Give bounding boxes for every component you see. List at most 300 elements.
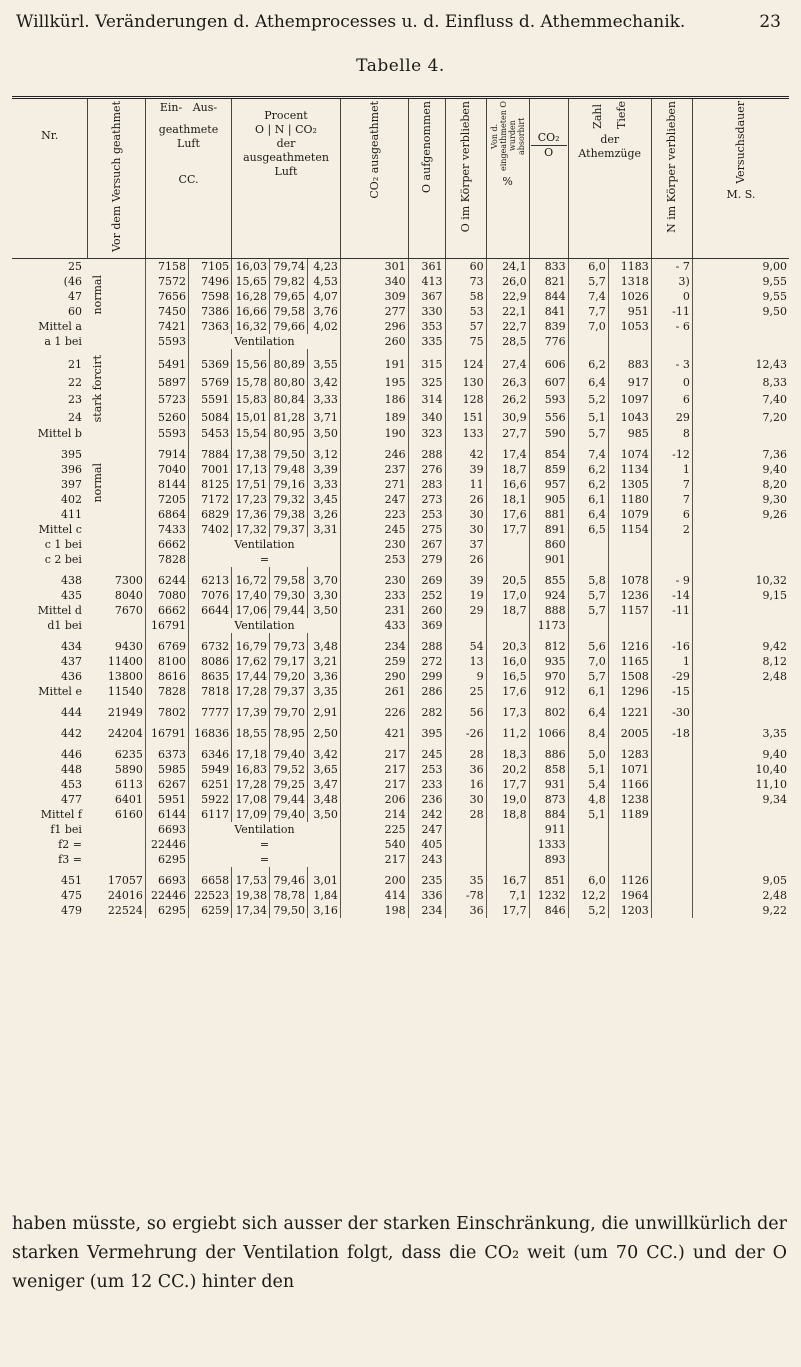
athemzuege-tiefe: 1078 [608, 567, 651, 588]
versuchsdauer: 9,00 [692, 258, 789, 274]
procent-co2: 3,50 [308, 426, 341, 441]
o-verblieben [445, 837, 486, 852]
ventilation-note: = [189, 837, 341, 852]
absorbirt-percent: 27,4 [486, 349, 529, 374]
ausgeathmet: 6213 [189, 567, 232, 588]
procent-n: 80,89 [270, 349, 308, 374]
co2-o-ratio: 901 [529, 552, 568, 567]
absorbirt-percent [486, 837, 529, 852]
bracket-cell [88, 822, 102, 837]
procent-co2: 4,07 [308, 289, 341, 304]
athemzuege-zahl: 5,1 [568, 409, 608, 427]
o-aufgenommen: 283 [408, 477, 445, 492]
ausgeathmet: 7818 [189, 684, 232, 699]
n-verblieben: -11 [651, 603, 692, 618]
n-verblieben: 7 [651, 492, 692, 507]
absorbirt-percent: 18,7 [486, 462, 529, 477]
row-number: 451 [60, 874, 82, 888]
procent-co2: 3,33 [308, 477, 341, 492]
versuchsdauer: 7,36 [692, 441, 789, 462]
athemzuege-tiefe: 1508 [608, 669, 651, 684]
procent-n: 79,44 [270, 792, 308, 807]
table-row [12, 522, 789, 537]
co2-ausgeathmet: 186 [340, 391, 408, 409]
versuchsdauer: 2,48 [692, 888, 789, 903]
procent-n: 79,40 [270, 807, 308, 822]
co2-ausgeathmet: 247 [340, 492, 408, 507]
n-verblieben [651, 852, 692, 867]
bracket-cell [88, 654, 102, 669]
procent-o: 17,32 [232, 522, 270, 537]
athemzuege-zahl: 6,4 [568, 699, 608, 720]
ausgeathmet: 16836 [189, 720, 232, 741]
o-aufgenommen: 413 [408, 274, 445, 289]
absorbirt-percent: 22,9 [486, 289, 529, 304]
n-verblieben [651, 777, 692, 792]
procent-co2: 4,02 [308, 319, 341, 334]
versuchsdauer: 9,22 [692, 903, 789, 918]
co2-o-ratio: 859 [529, 462, 568, 477]
co2-o-ratio: 911 [529, 822, 568, 837]
procent-o: 17,08 [232, 792, 270, 807]
vor-geathmet: 13800 [107, 670, 143, 684]
ausgeathmet: 5084 [189, 409, 232, 427]
eingeathmet: 5897 [145, 374, 188, 392]
co2-ausgeathmet: 245 [340, 522, 408, 537]
ventilation-note: = [189, 552, 341, 567]
table-row [12, 588, 789, 603]
vor-geathmet: 24204 [107, 727, 143, 741]
table-row [12, 633, 789, 654]
versuchsdauer [692, 852, 789, 867]
procent-n: 79,65 [270, 289, 308, 304]
row-number: a 1 bei [44, 334, 82, 348]
athemzuege-tiefe: 1236 [608, 588, 651, 603]
procent-co2: 3,42 [308, 374, 341, 392]
absorbirt-percent: 17,0 [486, 588, 529, 603]
absorbirt-percent: 26,3 [486, 374, 529, 392]
eingeathmet: 6295 [145, 852, 188, 867]
eingeathmet: 8616 [145, 669, 188, 684]
procent-o: 17,13 [232, 462, 270, 477]
table-row [12, 792, 789, 807]
o-aufgenommen: 247 [408, 822, 445, 837]
table-row [12, 603, 789, 618]
n-verblieben: -11 [651, 304, 692, 319]
procent-n: 79,50 [270, 441, 308, 462]
o-verblieben: 36 [445, 903, 486, 918]
bracket-cell [88, 720, 102, 741]
n-verblieben: - 6 [651, 319, 692, 334]
row-number: 444 [60, 706, 82, 720]
n-verblieben: 1 [651, 654, 692, 669]
athemzuege-tiefe: 1134 [608, 462, 651, 477]
eingeathmet: 7205 [145, 492, 188, 507]
bracket-cell [88, 792, 102, 807]
athemzuege-tiefe: 1053 [608, 319, 651, 334]
procent-co2: 3,48 [308, 792, 341, 807]
versuchsdauer: 12,43 [692, 349, 789, 374]
co2-o-ratio: 839 [529, 319, 568, 334]
absorbirt-percent: 16,5 [486, 669, 529, 684]
vor-geathmet [102, 492, 145, 507]
athemzuege-tiefe: 1180 [608, 492, 651, 507]
procent-co2: 3,50 [308, 807, 341, 822]
o-aufgenommen: 367 [408, 289, 445, 304]
o-aufgenommen: 340 [408, 409, 445, 427]
o-verblieben: 30 [445, 522, 486, 537]
procent-o: 16,28 [232, 289, 270, 304]
o-verblieben: 28 [445, 741, 486, 762]
co2-ausgeathmet: 225 [340, 822, 408, 837]
athemzuege-zahl: 7,0 [568, 654, 608, 669]
co2-ausgeathmet: 217 [340, 852, 408, 867]
absorbirt-percent: 17,3 [486, 699, 529, 720]
athemzuege-zahl: 5,4 [568, 777, 608, 792]
n-verblieben [651, 807, 692, 822]
table-row [12, 426, 789, 441]
versuchsdauer: 9,30 [692, 492, 789, 507]
eingeathmet: 6662 [145, 603, 188, 618]
procent-n: 81,28 [270, 409, 308, 427]
co2-o-ratio: 776 [529, 334, 568, 349]
athemzuege-zahl: 8,4 [568, 720, 608, 741]
athemzuege-zahl: 5,2 [568, 903, 608, 918]
co2-o-ratio: 607 [529, 374, 568, 392]
co2-ausgeathmet: 206 [340, 792, 408, 807]
o-aufgenommen: 253 [408, 507, 445, 522]
procent-n: 79,37 [270, 522, 308, 537]
o-verblieben: 54 [445, 633, 486, 654]
procent-co2: 3,47 [308, 777, 341, 792]
co2-ausgeathmet: 191 [340, 349, 408, 374]
co2-ausgeathmet: 226 [340, 699, 408, 720]
vor-geathmet: 22524 [107, 904, 143, 918]
versuchsdauer [692, 552, 789, 567]
versuchsdauer [692, 807, 789, 822]
co2-o-ratio: 854 [529, 441, 568, 462]
row-number: 453 [60, 778, 82, 792]
table-row [12, 867, 789, 888]
table-row [12, 762, 789, 777]
procent-o: 16,79 [232, 633, 270, 654]
condition-label: normal [90, 274, 104, 315]
athemzuege-zahl: 6,5 [568, 522, 608, 537]
athemzuege-tiefe: 883 [608, 349, 651, 374]
eingeathmet: 5985 [145, 762, 188, 777]
row-number: 47 [67, 289, 82, 303]
table-body [12, 258, 789, 918]
athemzuege-zahl: 6,4 [568, 507, 608, 522]
n-verblieben: - 3 [651, 349, 692, 374]
absorbirt-percent [486, 618, 529, 633]
o-verblieben: 11 [445, 477, 486, 492]
athemzuege-tiefe: 1097 [608, 391, 651, 409]
ausgeathmet: 6346 [189, 741, 232, 762]
athemzuege-tiefe: 1166 [608, 777, 651, 792]
o-aufgenommen: 369 [408, 618, 445, 633]
n-verblieben: -14 [651, 588, 692, 603]
o-aufgenommen: 361 [408, 258, 445, 274]
eingeathmet: 5723 [145, 391, 188, 409]
n-verblieben: 1 [651, 462, 692, 477]
eingeathmet: 7914 [145, 441, 188, 462]
vor-geathmet [102, 852, 145, 867]
ausgeathmet: 5453 [189, 426, 232, 441]
n-verblieben: 7 [651, 477, 692, 492]
athemzuege-zahl: 6,0 [568, 258, 608, 274]
row-number: Mittel c [38, 523, 82, 537]
athemzuege-zahl: 5,1 [568, 807, 608, 822]
ausgeathmet: 5949 [189, 762, 232, 777]
o-verblieben: 28 [445, 807, 486, 822]
o-aufgenommen: 243 [408, 852, 445, 867]
o-aufgenommen: 260 [408, 603, 445, 618]
eingeathmet: 6769 [145, 633, 188, 654]
vor-geathmet: 6235 [114, 748, 143, 762]
procent-n: 78,95 [270, 720, 308, 741]
athemzuege-zahl [568, 837, 608, 852]
o-aufgenommen: 325 [408, 374, 445, 392]
table-row [12, 618, 789, 633]
athemzuege-tiefe: 1071 [608, 762, 651, 777]
n-verblieben: 8 [651, 426, 692, 441]
absorbirt-percent: 17,7 [486, 522, 529, 537]
procent-o: 15,56 [232, 349, 270, 374]
bracket-cell [88, 807, 102, 822]
co2-o-ratio: 1333 [529, 837, 568, 852]
bracket-cell [88, 618, 102, 633]
bracket-cell [88, 741, 102, 762]
eingeathmet: 22446 [145, 888, 188, 903]
procent-co2: 3,45 [308, 492, 341, 507]
ausgeathmet: 6644 [189, 603, 232, 618]
versuchsdauer: 10,32 [692, 567, 789, 588]
vor-geathmet [102, 334, 145, 349]
athemzuege-zahl: 12,2 [568, 888, 608, 903]
absorbirt-percent: 18,8 [486, 807, 529, 822]
versuchsdauer: 7,40 [692, 391, 789, 409]
ausgeathmet: 22523 [189, 888, 232, 903]
o-aufgenommen: 323 [408, 426, 445, 441]
table-row [12, 720, 789, 741]
athemzuege-zahl: 5,2 [568, 391, 608, 409]
bracket-cell [88, 888, 102, 903]
procent-n: 79,70 [270, 699, 308, 720]
versuchsdauer: 9,55 [692, 289, 789, 304]
co2-o-ratio: 851 [529, 867, 568, 888]
row-number: 434 [60, 640, 82, 654]
table-row [12, 741, 789, 762]
row-number: f3 = [58, 853, 82, 867]
athemzuege-tiefe: 1318 [608, 274, 651, 289]
co2-ausgeathmet: 217 [340, 777, 408, 792]
procent-o: 18,55 [232, 720, 270, 741]
procent-co2: 3,36 [308, 669, 341, 684]
eingeathmet: 7572 [145, 274, 188, 289]
n-verblieben: 3) [651, 274, 692, 289]
vor-geathmet: 11540 [107, 685, 143, 699]
procent-o: 15,65 [232, 274, 270, 289]
athemzuege-tiefe: 917 [608, 374, 651, 392]
bracket-cell [88, 762, 102, 777]
procent-co2: 3,39 [308, 462, 341, 477]
ventilation-note: Ventilation [189, 822, 341, 837]
co2-o-ratio: 931 [529, 777, 568, 792]
o-aufgenommen: 242 [408, 807, 445, 822]
vor-geathmet: 9430 [114, 640, 143, 654]
running-head [16, 12, 781, 36]
versuchsdauer: 3,35 [692, 720, 789, 741]
procent-n: 79,32 [270, 492, 308, 507]
bracket-cell [88, 669, 102, 684]
eingeathmet: 6693 [145, 867, 188, 888]
vor-geathmet [102, 426, 145, 441]
absorbirt-percent: 19,0 [486, 792, 529, 807]
athemzuege-tiefe: 1079 [608, 507, 651, 522]
athemzuege-zahl: 7,7 [568, 304, 608, 319]
vor-geathmet [102, 441, 145, 462]
athemzuege-zahl: 6,4 [568, 374, 608, 392]
absorbirt-percent: 18,1 [486, 492, 529, 507]
header-n-koerper: N im Körper verblieben [651, 98, 692, 259]
n-verblieben: - 7 [651, 258, 692, 274]
body-paragraph: haben müsste, so ergiebt sich ausser der starken Einschränkung, die unwillkürlich der starken Vermehrung der Ventilation folgt, dass die CO₂ weit (um 70 CC.) und der O weniger (um 12 CC.) hinter den [12, 1214, 787, 1292]
procent-co2: 3,55 [308, 349, 341, 374]
row-number: 437 [60, 655, 82, 669]
header-co2-ausgeathmet: CO₂ ausgeathmet [340, 98, 408, 259]
athemzuege-zahl: 5,0 [568, 741, 608, 762]
co2-o-ratio: 884 [529, 807, 568, 822]
row-number: 477 [60, 793, 82, 807]
athemzuege-tiefe: 1216 [608, 633, 651, 654]
absorbirt-percent: 22,1 [486, 304, 529, 319]
table-row [12, 669, 789, 684]
versuchsdauer: 9,15 [692, 588, 789, 603]
versuchsdauer: 10,40 [692, 762, 789, 777]
ausgeathmet: 6117 [189, 807, 232, 822]
procent-o: 19,38 [232, 888, 270, 903]
o-aufgenommen: 288 [408, 441, 445, 462]
table-row [12, 334, 789, 349]
co2-o-ratio: 841 [529, 304, 568, 319]
eingeathmet: 6373 [145, 741, 188, 762]
o-aufgenommen: 269 [408, 567, 445, 588]
procent-co2: 3,76 [308, 304, 341, 319]
eingeathmet: 7421 [145, 319, 188, 334]
vor-geathmet [102, 304, 145, 319]
o-aufgenommen: 282 [408, 699, 445, 720]
procent-n: 79,16 [270, 477, 308, 492]
table-row [12, 304, 789, 319]
procent-o: 17,34 [232, 903, 270, 918]
header-vor: Vor dem Versuch geathmet [88, 98, 145, 259]
table-row [12, 654, 789, 669]
co2-ausgeathmet: 290 [340, 669, 408, 684]
bracket-cell [88, 522, 102, 537]
co2-o-ratio: 858 [529, 762, 568, 777]
versuchsdauer [692, 537, 789, 552]
co2-o-ratio: 905 [529, 492, 568, 507]
athemzuege-zahl [568, 537, 608, 552]
condition-label: stark forcirt [90, 354, 104, 423]
table-row [12, 684, 789, 699]
table-row [12, 837, 789, 852]
row-number: f2 = [58, 838, 82, 852]
co2-ausgeathmet: 217 [340, 741, 408, 762]
table-row [12, 492, 789, 507]
header-nr: Nr. [12, 98, 88, 259]
co2-ausgeathmet: 230 [340, 567, 408, 588]
table-row [12, 258, 789, 274]
row-number: 475 [60, 889, 82, 903]
bracket-cell [88, 567, 102, 588]
vor-geathmet [102, 507, 145, 522]
n-verblieben [651, 792, 692, 807]
n-verblieben: -12 [651, 441, 692, 462]
eingeathmet: 7450 [145, 304, 188, 319]
absorbirt-percent: 26,2 [486, 391, 529, 409]
procent-co2: 3,48 [308, 633, 341, 654]
row-number: 438 [60, 574, 82, 588]
athemzuege-tiefe: 2005 [608, 720, 651, 741]
o-verblieben [445, 852, 486, 867]
procent-n: 79,50 [270, 903, 308, 918]
row-number: 436 [60, 670, 82, 684]
procent-co2: 3,01 [308, 867, 341, 888]
co2-ausgeathmet: 540 [340, 837, 408, 852]
absorbirt-percent: 28,5 [486, 334, 529, 349]
procent-o: 17,28 [232, 777, 270, 792]
eingeathmet: 6244 [145, 567, 188, 588]
athemzuege-tiefe: 951 [608, 304, 651, 319]
vor-geathmet [102, 837, 145, 852]
vor-geathmet: 7300 [114, 574, 143, 588]
o-aufgenommen: 235 [408, 867, 445, 888]
absorbirt-percent: 17,6 [486, 684, 529, 699]
eingeathmet: 7040 [145, 462, 188, 477]
header-absorbirt: Von d. eingeathmeten O wurden absorbirt % [486, 98, 529, 259]
row-number: Mittel b [37, 427, 82, 441]
athemzuege-tiefe: 1964 [608, 888, 651, 903]
bracket-cell [88, 633, 102, 654]
co2-ausgeathmet: 223 [340, 507, 408, 522]
o-aufgenommen: 330 [408, 304, 445, 319]
row-number: 446 [60, 748, 82, 762]
athemzuege-tiefe [608, 552, 651, 567]
o-aufgenommen: 405 [408, 837, 445, 852]
procent-n: 79,30 [270, 588, 308, 603]
table-row [12, 822, 789, 837]
table-row [12, 391, 789, 409]
o-aufgenommen: 286 [408, 684, 445, 699]
athemzuege-tiefe [608, 852, 651, 867]
ausgeathmet: 5769 [189, 374, 232, 392]
co2-ausgeathmet: 217 [340, 762, 408, 777]
eingeathmet: 8100 [145, 654, 188, 669]
bracket-cell [88, 852, 102, 867]
athemzuege-zahl [568, 618, 608, 633]
o-verblieben: 36 [445, 762, 486, 777]
vor-geathmet [102, 477, 145, 492]
header-athemzuege: Zahl Tiefe der Athemzüge [568, 98, 651, 259]
procent-n: 79,44 [270, 603, 308, 618]
athemzuege-tiefe: 985 [608, 426, 651, 441]
absorbirt-percent: 20,5 [486, 567, 529, 588]
row-number: Mittel a [38, 319, 82, 333]
o-verblieben: 60 [445, 258, 486, 274]
row-number: 60 [67, 304, 82, 318]
